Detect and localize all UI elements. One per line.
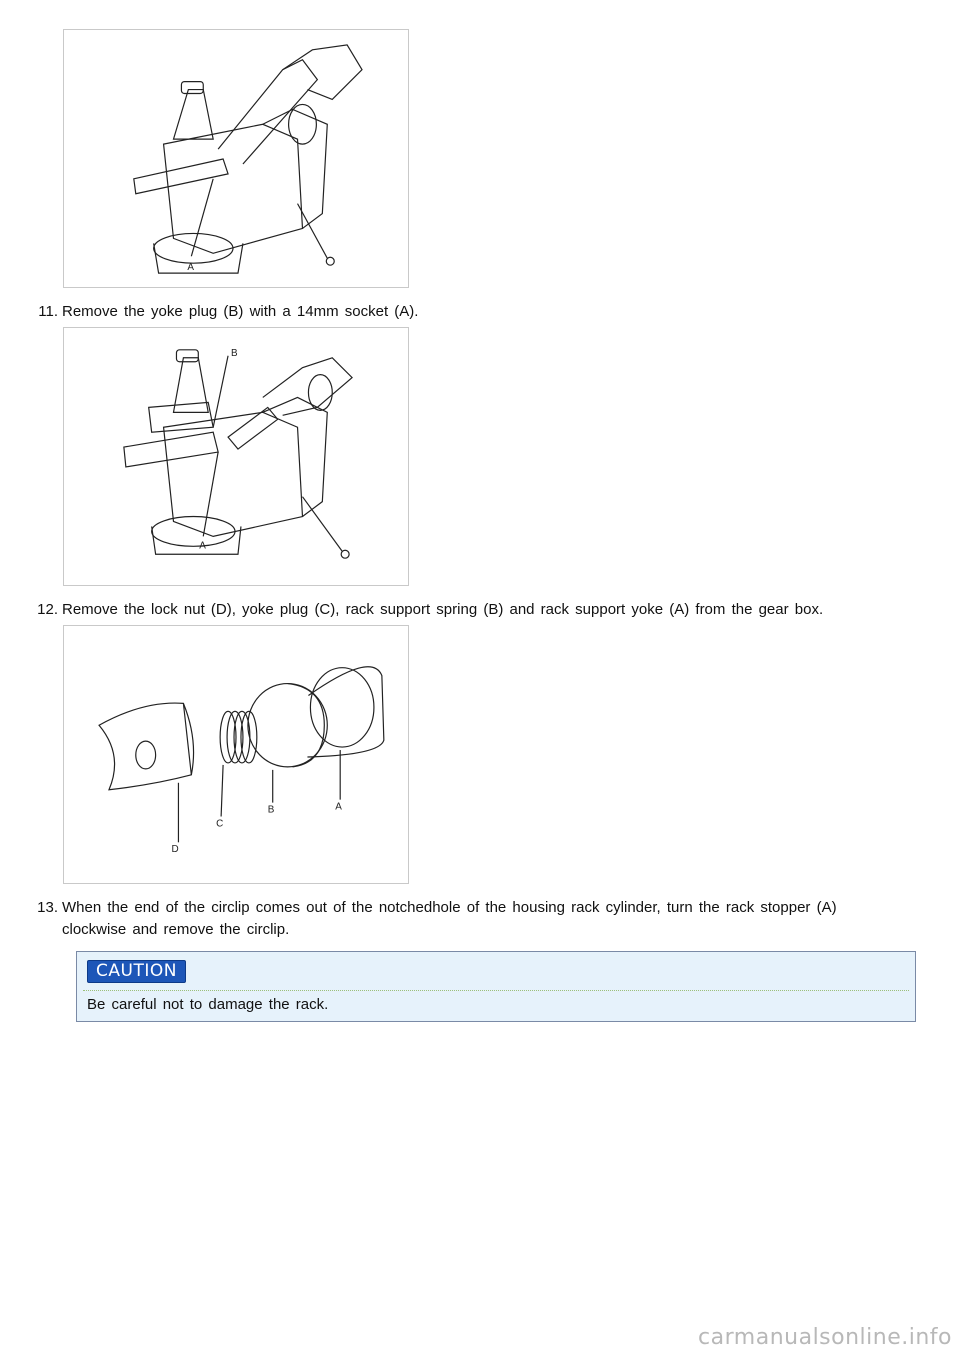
callout-label-a: A (335, 801, 342, 813)
step-number: 11. (38, 303, 58, 320)
figure-yoke-plug-socket (63, 327, 409, 586)
callout-label-b: B (267, 804, 275, 816)
caution-badge: CAUTION (87, 960, 186, 983)
callout-label-d: D (171, 844, 179, 856)
step-number: 12. (37, 601, 58, 618)
caution-text: Be careful not to damage the rack. (87, 996, 329, 1013)
step-text: Remove the lock nut (D), yoke plug (C), rack support spring (B) and rack support yoke (A) from the gear box. (62, 601, 824, 618)
step-text: Remove the yoke plug (B) with a 14mm socket (A). (62, 303, 419, 320)
caution-box (76, 951, 916, 1022)
yoke-plug-socket-illustration (64, 328, 408, 585)
step-text-line-1: When the end of the circlip comes out of the notchedhole of the housing rack cylinder, turn the rack stopper (A) (62, 899, 837, 916)
callout-label-c: C (216, 818, 224, 830)
callout-label-a: A (199, 540, 206, 552)
gearbox-wrench-illustration (64, 30, 408, 287)
figure-wrench-on-gearbox (63, 29, 409, 288)
yoke-components-illustration (64, 626, 408, 883)
figure-yoke-components (63, 625, 409, 884)
caution-divider (83, 990, 909, 991)
step-text-line-2: clockwise and remove the circlip. (62, 921, 290, 938)
step-13 (24, 897, 914, 941)
callout-label-a: A (187, 262, 194, 274)
step-number: 13. (37, 899, 58, 916)
watermark: carmanualsonline.info (698, 1325, 952, 1350)
callout-label-b: B (231, 347, 238, 359)
step-text (62, 897, 914, 941)
